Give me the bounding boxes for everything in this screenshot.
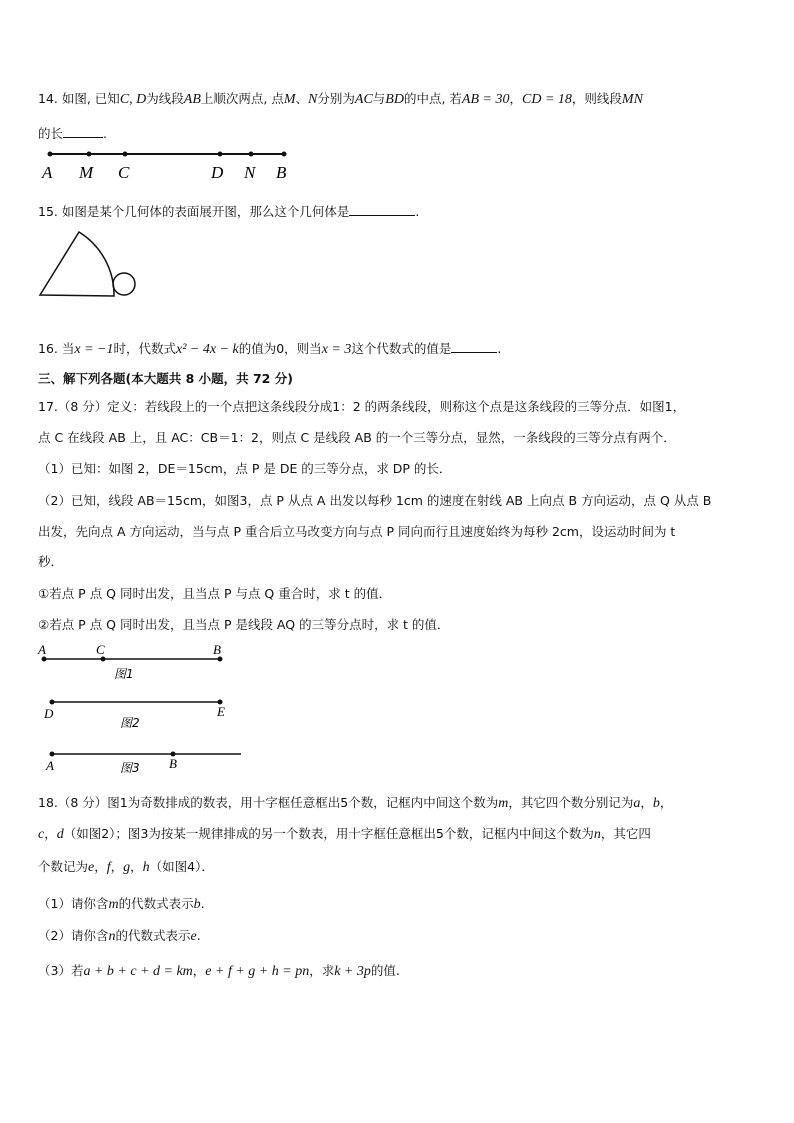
- q18-text: ，: [659, 795, 673, 810]
- q18-part1: [38, 894, 205, 913]
- q16-x2: x = 3: [321, 342, 352, 357]
- point-c: [123, 152, 128, 157]
- q15-text: 15. 如图是某个几何体的表面展开图，那么这个几何体是: [38, 204, 350, 219]
- q17-line5: 出发，先向点 A 方向运动，当与点 P 重合后立马改变方向与点 P 同向而行且速度始终为每秒 2cm，设运动时间为 t: [38, 524, 676, 539]
- q18-text: （1）请你含: [38, 896, 109, 911]
- q17-part1: ①若点 P 点 Q 同时出发，且当点 P 与点 Q 重合时，求 t 的值．: [38, 586, 392, 601]
- q17-part2: ②若点 P 点 Q 同时出发，且当点 P 是线段 AQ 的三等分点时，求 t 的值．: [38, 617, 450, 632]
- label-b: B: [276, 163, 287, 182]
- fig3-label-b: B: [169, 756, 177, 771]
- var-n: n: [108, 929, 116, 944]
- q16-text: 时，代数式: [113, 341, 176, 356]
- var-a: a: [633, 796, 641, 811]
- q18-text: （如图4）．: [149, 859, 214, 874]
- q14-text: 与: [372, 91, 386, 106]
- q15-line: [38, 202, 419, 220]
- q14-n: N: [308, 92, 318, 107]
- fig1-point-b: [218, 657, 223, 662]
- label-c: C: [118, 163, 130, 182]
- q18-text: ，: [640, 795, 653, 810]
- q14-bd: BD: [385, 92, 404, 107]
- q18-line3: [38, 857, 214, 876]
- q14-text: .: [103, 126, 107, 141]
- q18-text: .: [196, 928, 201, 943]
- point-d: [218, 152, 223, 157]
- var-h: h: [142, 860, 150, 875]
- q18-text: ，: [130, 859, 143, 874]
- q18-expression: k + 3p: [334, 964, 371, 979]
- point-n: [249, 152, 254, 157]
- base-circle: [113, 273, 135, 295]
- section-heading: 三、解下列各题(本大题共 8 小题，共 72 分): [38, 371, 293, 386]
- q18-text: 的值.: [370, 963, 400, 978]
- q14-ab: AB: [183, 92, 201, 107]
- var-n: n: [593, 827, 601, 842]
- q14-text: 的长: [38, 126, 64, 141]
- fig2-caption: 图2: [120, 716, 140, 730]
- q18-text: ，: [44, 826, 57, 841]
- var-e: e: [190, 929, 197, 944]
- q14-m: M: [283, 92, 296, 107]
- q18-text: （如图2）；图3为按某一规律排成的另一个数表，用十字框任意框出5个数，记框内中间这个数为: [63, 826, 594, 841]
- answer-blank[interactable]: [349, 203, 415, 216]
- label-d: D: [211, 163, 224, 182]
- q14-segment-figure: [38, 146, 298, 182]
- q14-text: ，: [509, 91, 522, 106]
- sector-shape: [40, 232, 114, 296]
- q15-text: .: [415, 204, 420, 219]
- q16-text: 的值为0，则当: [238, 341, 322, 356]
- q17-line1: 17.（8 分）定义：若线段上的一个点把这条线段分成1：2 的两条线段，则称这个点是这条线段的三等分点．如图1，: [38, 399, 686, 414]
- q14-ac: AC: [354, 92, 373, 107]
- q16-text: 16. 当: [38, 341, 75, 356]
- q14-line2: [38, 124, 107, 142]
- q14-text: 、: [295, 91, 309, 106]
- q14-line1: [38, 89, 643, 108]
- q18-part2: [38, 926, 201, 945]
- label-n: N: [244, 163, 256, 182]
- answer-blank[interactable]: [63, 125, 103, 138]
- var-b: b: [193, 897, 201, 912]
- q17-line4: （2）已知，线段 AB＝15cm，如图3，点 P 从点 A 出发以每秒 1cm 的速度在射线 AB 上向点 B 方向运动，点 Q 从点 B: [38, 493, 712, 508]
- q18-text: ，: [94, 859, 107, 874]
- q14-mn: MN: [621, 92, 643, 107]
- q17-line3: （1）已知：如图 2，DE＝15cm，点 P 是 DE 的三等分点，求 DP 的长．: [38, 461, 452, 476]
- q15-net-figure: [36, 228, 146, 300]
- fig3-label-a: A: [46, 758, 54, 773]
- q18-text: 的代数式表示: [115, 928, 191, 943]
- q18-text: ，: [192, 963, 206, 978]
- q16-line: [38, 339, 501, 358]
- q16-expression: x² − 4x − k: [175, 342, 239, 357]
- var-c: c: [38, 827, 45, 842]
- q18-text: 的代数式表示: [118, 896, 194, 911]
- q18-line1: [38, 793, 672, 812]
- fig3-caption: 图3: [120, 761, 140, 775]
- q17-line2: 点 C 在线段 AB 上，且 AC：CB＝1：2，则点 C 是线段 AB 的一个三等分点，显然，一条线段的三等分点有两个．: [38, 430, 676, 445]
- q17-line6: 秒．: [38, 554, 64, 569]
- var-e: e: [88, 860, 95, 875]
- q14-text: 分别为: [317, 91, 355, 106]
- fig2-point-d: [50, 700, 55, 705]
- point-m: [87, 152, 92, 157]
- q18-text: 18.（8 分）图1为奇数排成的数表，用十字框任意框出5个数，记框内中间这个数为: [38, 795, 499, 810]
- q14-eq2: CD = 18: [522, 92, 572, 107]
- q18-equation2: e + f + g + h = pn: [205, 964, 310, 979]
- q16-x1: x = −1: [74, 342, 114, 357]
- q18-text: （2）请你含: [38, 928, 109, 943]
- var-m: m: [108, 897, 119, 912]
- q18-text: ，: [110, 859, 124, 874]
- q14-text: 为线段: [146, 91, 184, 106]
- var-m: m: [498, 796, 509, 811]
- q18-line2: [38, 824, 651, 843]
- q18-equation1: a + b + c + d = km: [83, 964, 193, 979]
- q14-text: 上顺次两点, 点: [200, 91, 284, 106]
- answer-blank[interactable]: [451, 340, 497, 353]
- fig1-caption: 图1: [114, 667, 134, 681]
- q14-cd: C, D: [119, 92, 147, 107]
- var-g: g: [123, 860, 131, 875]
- fig1-label-a: A: [38, 642, 46, 657]
- label-a: A: [42, 163, 53, 182]
- q14-text: ，则线段: [571, 91, 622, 106]
- fig2-label-d: D: [44, 706, 54, 721]
- q17-figures: [36, 640, 246, 778]
- point-b: [282, 152, 287, 157]
- q18-part3: [38, 961, 400, 980]
- label-m: M: [79, 163, 94, 182]
- q16-text: .: [497, 341, 502, 356]
- fig1-point-c: [101, 657, 106, 662]
- fig2-label-e: E: [217, 704, 225, 719]
- fig1-label-c: C: [96, 642, 105, 657]
- q18-text: ，求: [309, 963, 335, 978]
- q18-text: .: [200, 896, 205, 911]
- fig3-point-a: [50, 752, 55, 757]
- var-d: d: [56, 827, 64, 842]
- var-b: b: [652, 796, 660, 811]
- q14-text: 的中点, 若: [403, 91, 462, 106]
- q18-text: ，其它四个数分别记为: [508, 795, 634, 810]
- q14-number: 14. 如图, 已知: [38, 91, 120, 106]
- q16-text: 这个代数式的值是: [351, 341, 452, 356]
- point-a: [48, 152, 53, 157]
- var-f: f: [106, 860, 111, 875]
- q14-eq1: AB = 30: [461, 92, 510, 107]
- q18-text: （3）若: [38, 963, 84, 978]
- fig1-point-a: [42, 657, 47, 662]
- q18-text: 个数记为: [38, 859, 89, 874]
- q18-text: ，其它四: [600, 826, 651, 841]
- fig1-label-b: B: [213, 642, 221, 657]
